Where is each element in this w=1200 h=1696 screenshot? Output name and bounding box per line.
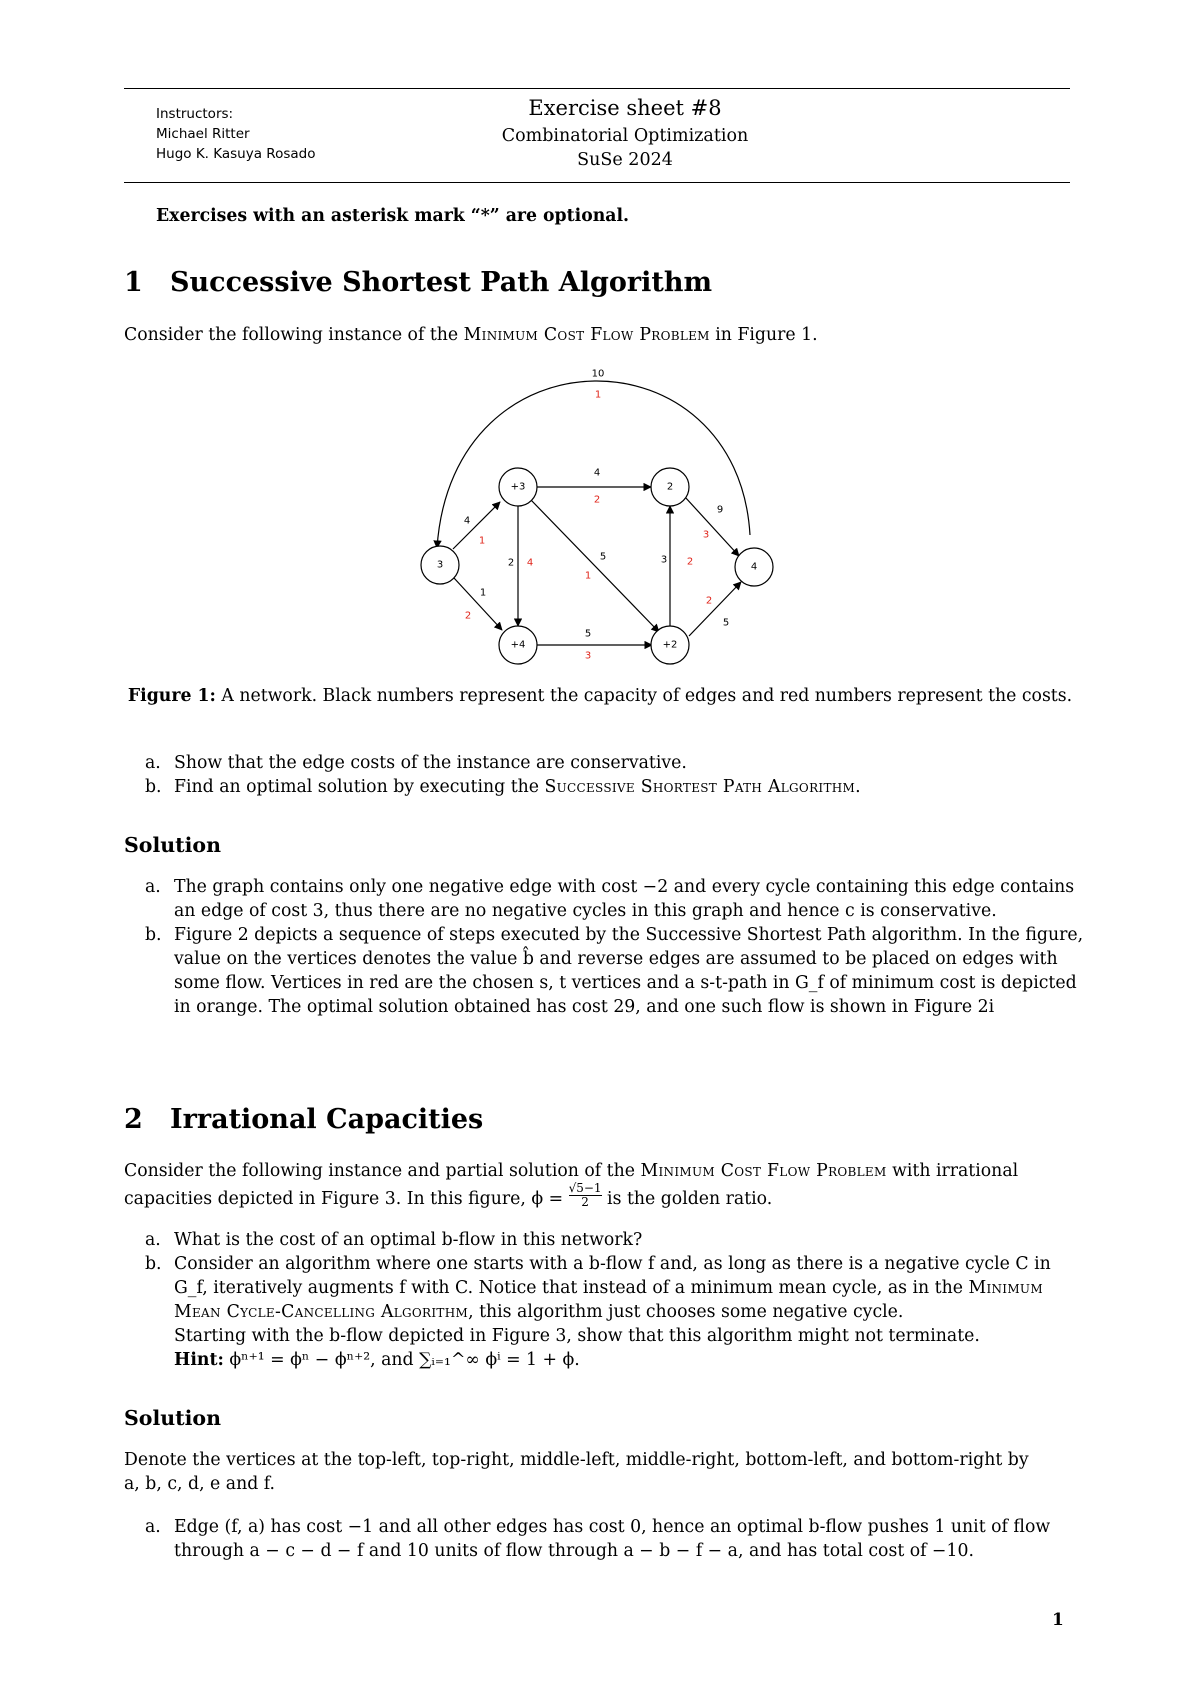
item-label: a. (145, 877, 161, 897)
algorithm-name: Minimum (968, 1278, 1043, 1298)
edge-cost: 3 (702, 529, 710, 541)
item-text: Find an optimal solution by executing the (174, 777, 545, 797)
task-b-line (174, 1300, 903, 1324)
hint-label: Hint: (174, 1350, 224, 1370)
item-text: Show that the edge costs of the instance are conservative. (174, 753, 687, 773)
solution-b-line: some flow. Vertices in red are the chosen s, t vertices and a s-t-path in G_f of minimum cost is depicted (174, 973, 1077, 993)
solution-heading: Solution (124, 833, 222, 857)
instructors-label: Instructors: (156, 106, 234, 122)
intro-note: Exercises with an asterisk mark “*” are optional. (156, 206, 630, 226)
edge-capacity: 5 (599, 551, 607, 563)
edge-cost: 1 (584, 570, 592, 582)
course-name: Combinatorial Optimization (501, 126, 749, 146)
task-b-line (174, 1276, 1043, 1300)
network-figure (0, 0, 1200, 680)
solution-a (145, 1515, 1050, 1539)
instructor-name: Michael Ritter (156, 126, 250, 142)
hint (174, 1348, 580, 1372)
edge (531, 500, 659, 632)
instructor-name: Hugo K. Kasuya Rosado (156, 146, 316, 162)
edge-capacity: 9 (716, 504, 724, 516)
task-a (145, 1228, 642, 1252)
section-heading (124, 1104, 483, 1135)
text: with irrational (886, 1161, 1019, 1181)
problem-statement-line (124, 1181, 773, 1213)
item-label: a. (145, 753, 161, 773)
algorithm-name: Mean Cycle-Cancelling Algorithm (174, 1302, 469, 1322)
solution-intro-line: a, b, c, d, e and f. (124, 1474, 276, 1494)
item-text: The graph contains only one negative edge with cost −2 and every cycle containing this edge contains (174, 877, 1075, 897)
vertex-label: 2 (666, 481, 674, 493)
algorithm-name: Successive Shortest Path Algorithm (544, 777, 856, 797)
vertex-label: +2 (662, 639, 678, 651)
edge-capacity: 4 (463, 515, 471, 527)
solution-b-line: in orange. The optimal solution obtained has cost 29, and one such flow is shown in Figure 2i (174, 997, 995, 1017)
solution-a-line: an edge of cost 3, thus there are no negative cycles in this graph and hence c is conservative. (174, 901, 997, 921)
page-number: 1 (1052, 1610, 1064, 1630)
edge-cost: 4 (526, 557, 534, 569)
edge (454, 578, 502, 630)
solution-heading: Solution (124, 1406, 222, 1430)
caption-text: A network. Black numbers represent the capacity of edges and red numbers represent the costs. (215, 686, 1073, 706)
edge-cost: 1 (594, 389, 602, 401)
edge-capacity: 4 (593, 467, 601, 479)
text: capacities depicted in Figure 3. In this figure, ϕ = (124, 1189, 569, 1209)
term: SuSe 2024 (577, 150, 673, 170)
fraction-numerator: √5−1 (568, 1181, 602, 1195)
vertex-label: 3 (436, 559, 444, 571)
section-title: Successive Shortest Path Algorithm (170, 267, 713, 298)
edge-cost: 2 (705, 595, 713, 607)
edge (689, 582, 741, 636)
edge-cost: 2 (464, 610, 472, 622)
problem-name: Minimum Cost Flow Problem (640, 1161, 887, 1181)
item-text: , this algorithm just chooses some negative cycle. (468, 1302, 904, 1322)
edge-arc (437, 381, 750, 548)
edge (453, 502, 500, 549)
item-text: Figure 2 depicts a sequence of steps executed by the Successive Shortest Path algorithm. In the figure, (174, 925, 1084, 945)
hint-text: ϕⁿ⁺¹ = ϕⁿ − ϕⁿ⁺², and ∑ᵢ₌₁^∞ ϕⁱ = 1 + ϕ. (223, 1350, 580, 1370)
vertex-label: +4 (510, 639, 526, 651)
task-b-line: Starting with the b-flow depicted in Figure 3, show that this algorithm might not terminate. (174, 1326, 980, 1346)
item-text: Consider an algorithm where one starts with a b-flow f and, as long as there is a negative cycle C in (174, 1254, 1051, 1274)
fraction-denominator: 2 (581, 1195, 589, 1209)
solution-b (145, 923, 1083, 947)
caption-label: Figure 1: (127, 686, 216, 706)
text: Consider the following instance and partial solution of the (124, 1161, 641, 1181)
edge-capacity: 3 (660, 554, 668, 566)
edge-cost: 3 (584, 650, 592, 662)
text: Consider the following instance of the (124, 325, 464, 345)
section-title: Irrational Capacities (170, 1104, 484, 1135)
sheet-title: Exercise sheet #8 (528, 96, 722, 120)
task-a (145, 751, 687, 775)
edge-capacity: 2 (507, 557, 515, 569)
item-label: b. (145, 777, 162, 797)
solution-a-line: through a − c − d − f and 10 units of flow through a − b − f − a, and has total cost of −10. (174, 1541, 975, 1561)
item-text: What is the cost of an optimal b-flow in this network? (174, 1230, 643, 1250)
solution-a (145, 875, 1074, 899)
edge-cost: 2 (593, 494, 601, 506)
problem-name: Minimum Cost Flow Problem (463, 325, 710, 345)
vertex-label: +3 (510, 481, 526, 493)
text: is the golden ratio. (601, 1189, 773, 1209)
item-text: G_f, iteratively augments f with C. Notice that instead of a minimum mean cycle, as in the (174, 1278, 969, 1298)
solution-intro: Denote the vertices at the top-left, top-right, middle-left, middle-right, bottom-left, and bottom-right by (124, 1450, 1029, 1470)
item-label: a. (145, 1230, 161, 1250)
item-label: b. (145, 1254, 162, 1274)
edge-capacity: 5 (584, 628, 592, 640)
item-text: Edge (f, a) has cost −1 and all other edges has cost 0, hence an optimal b-flow pushes 1 unit of flow (174, 1517, 1051, 1537)
solution-b-line: value on the vertices denotes the value b̂ and reverse edges are assumed to be placed on edges with (174, 949, 1058, 969)
section-number: 1 (124, 267, 143, 298)
figure-caption (0, 686, 1200, 706)
edge-capacity: 10 (591, 368, 605, 380)
task-b (145, 1252, 1051, 1276)
text: in Figure 1. (709, 325, 818, 345)
vertex-label: 4 (750, 561, 758, 573)
problem-statement (124, 1159, 1018, 1183)
fraction (569, 1182, 602, 1209)
edge-capacity: 5 (722, 617, 730, 629)
section-number: 2 (124, 1104, 143, 1135)
task-b (145, 775, 861, 799)
item-label: a. (145, 1517, 161, 1537)
edge (685, 497, 739, 556)
edge-capacity: 1 (479, 587, 487, 599)
item-label: b. (145, 925, 162, 945)
item-text: . (855, 777, 861, 797)
edge-cost: 2 (686, 556, 694, 568)
edge-cost: 1 (478, 535, 486, 547)
